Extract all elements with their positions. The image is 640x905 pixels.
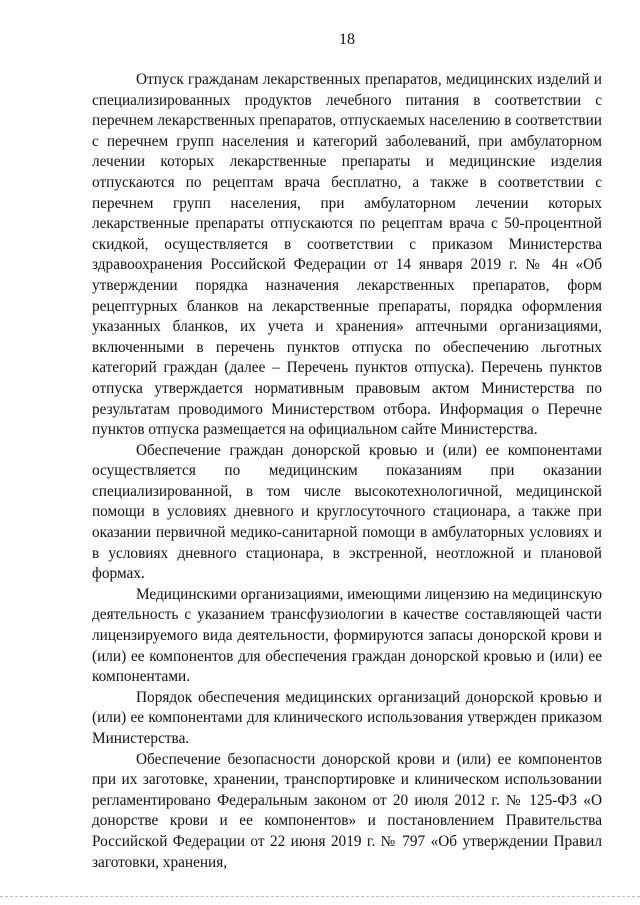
paragraph-provision-order: Порядок обеспечения медицинских организаций донорской кровью и (или) ее компонентами для клинического использования утвержден приказом Министерства. [92, 688, 602, 747]
page-number: 18 [339, 31, 355, 48]
paragraph-donor-blood-provision: Обеспечение граждан донорской кровью и (или) ее компонентами осуществляется по медицинским показаниям при оказании специализированной, в том числе высокотехнологичной, медицинской помощи в условиях дневного и круглосуточного стационара, а также при оказании первичной медико-санитарной помощи в амбулаторных условиях и в условиях дневного стационара, в экстренной, неотложной и плановой формах. [92, 441, 602, 583]
paragraph-blood-safety: Обеспечение безопасности донорской крови и (или) ее компонентов при их заготовке, хранении, транспортировке и клиническом использовании регламентировано Федеральным законом от 20 июля 2012 г. № 125-ФЗ «О донорстве крови и ее компонентов» и постановлением Правительства Российской Федерации от 22 июня 2019 г. № 797 «Об утверждении Правил заготовки, хранения, [92, 750, 602, 871]
paragraph-medicine-dispensing: Отпуск гражданам лекарственных препаратов, медицинских изделий и специализированных продуктов лечебного питания в соответствии с перечнем лекарственных препаратов, отпускаемых населению в соответствии с перечнем групп населения и категорий заболеваний, при амбулаторном лечении которых лекарственные препараты и медицинские изделия отпускаются по рецептам врача бесплатно, а также в соответствии с перечнем групп населения, при амбулаторном лечении которых лекарственные препараты отпускаются по рецептам врача с 50-процентной скидкой, осуществляется в соответствии с приказом Министерства здравоохранения Российской Федерации от 14 января 2019 г. № 4н «Об утверждении порядка назначения лекарственных препаратов, форм рецептурных бланков на лекарственные препараты, порядка оформления указанных бланков, их учета и хранения» аптечными организациями, включенными в перечень пунктов отпуска по обеспечению льготных категорий граждан (далее – Перечень пунктов отпуска). Перечень пунктов отпуска утверждается нормативным правовым актом Министерства по результатам проводимого Министерством отбора. Информация о Перечне пунктов отпуска размещается на официальном сайте Министерства. [92, 71, 602, 439]
paragraph-blood-reserves: Медицинскими организациями, имеющими лицензию на медицинскую деятельность с указанием трансфузиологии в качестве составляющей части лицензируемого вида деятельности, формируются запасы донорской крови и (или) ее компонентов для обеспечения граждан донорской кровью и (или) ее компонентами. [92, 585, 602, 686]
bottom-rule [0, 896, 640, 897]
